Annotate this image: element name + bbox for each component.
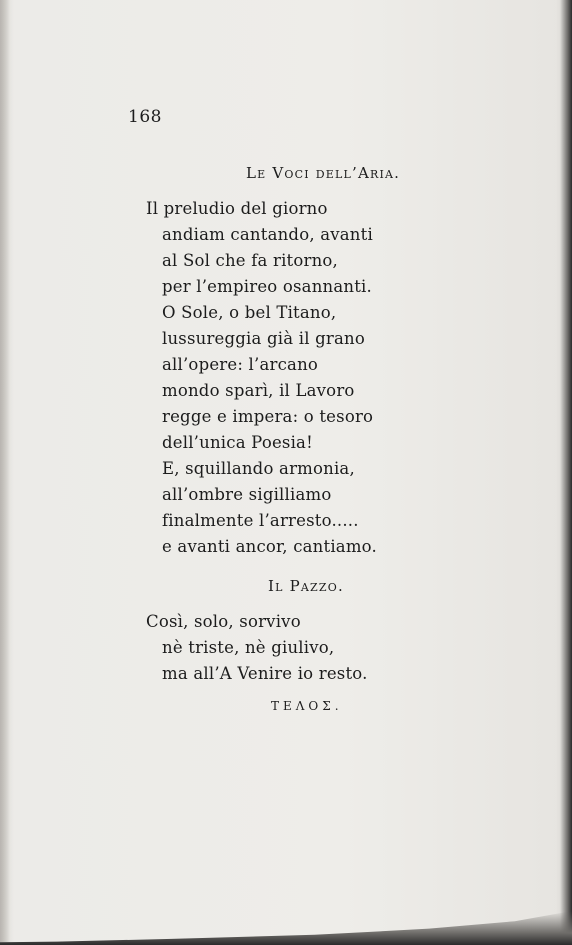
verse-line: regge e impera: o tesoro — [162, 407, 374, 426]
verse-line: andiam cantando, avanti — [162, 225, 373, 244]
verse-line: mondo sparì, il Lavoro — [162, 381, 355, 400]
section-title-il-pazzo: Il Pazzo. — [268, 577, 344, 595]
verse-line: e avanti ancor, cantiamo. — [162, 537, 377, 556]
verse-line: E, squillando armonia, — [162, 459, 355, 478]
section-title-voci-dell-aria: Le Voci dell’Aria. — [246, 164, 401, 182]
verse-line: Il preludio del giorno — [146, 199, 328, 218]
page-bottom-edge — [0, 911, 572, 945]
verse-line: ma all’A Venire io resto. — [162, 664, 368, 683]
verse-line: lussureggia già il grano — [162, 329, 365, 348]
finis-mark: ΤΕΛΟΣ. — [271, 699, 343, 713]
verse-line: dell’unica Poesia! — [162, 433, 313, 452]
verse-line: all’opere: l’arcano — [162, 355, 319, 374]
verse-line: finalmente l’arresto..... — [162, 511, 359, 530]
verse-line: Così, solo, sorvivo — [146, 612, 301, 631]
verse-line: O Sole, o bel Titano, — [162, 303, 337, 322]
verse-line: al Sol che fa ritorno, — [162, 251, 339, 270]
page-number: 168 — [128, 107, 162, 127]
page-right-edge — [556, 0, 572, 945]
verse-line: per l’empireo osannanti. — [162, 277, 372, 296]
verse-line: nè triste, nè giulivo, — [162, 638, 335, 657]
verse-line: all’ombre sigilliamo — [162, 485, 332, 504]
page-left-edge — [0, 0, 10, 945]
